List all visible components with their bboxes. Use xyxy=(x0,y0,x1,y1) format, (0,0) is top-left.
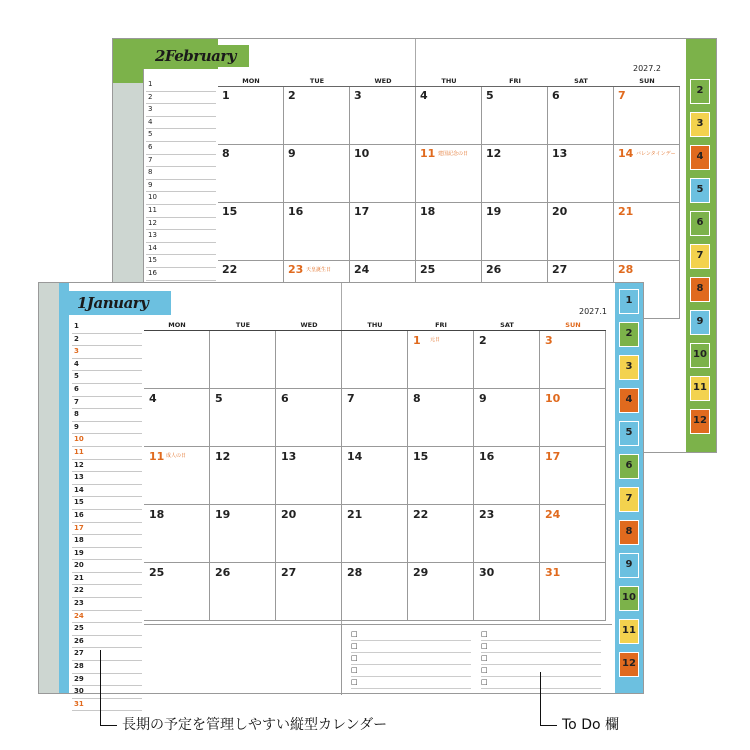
caption-pointer-line xyxy=(540,672,557,726)
weekday-header: THU xyxy=(416,77,482,87)
day-line: 6 xyxy=(72,384,142,397)
day-cell xyxy=(276,563,342,621)
day-number: 8 xyxy=(222,147,230,160)
day-cell xyxy=(482,203,548,261)
day-line: 6 xyxy=(146,142,216,155)
day-line: 14 xyxy=(72,485,142,498)
day-line: 1 xyxy=(72,321,142,334)
day-number: 17 xyxy=(354,205,370,218)
day-cell xyxy=(276,331,342,389)
day-number: 6 xyxy=(552,89,560,102)
month-tab[interactable]: 5 xyxy=(690,178,710,203)
day-number: 10 xyxy=(354,147,370,160)
weekday-header: FRI xyxy=(482,77,548,87)
month-tab[interactable]: 2 xyxy=(619,322,639,347)
month-tab[interactable]: 3 xyxy=(619,355,639,380)
day-line: 17 xyxy=(72,523,142,536)
day-cell xyxy=(144,447,210,505)
day-cell xyxy=(540,505,606,563)
day-number: 4 xyxy=(420,89,428,102)
day-number: 23 xyxy=(288,263,304,276)
day-number: 7 xyxy=(618,89,626,102)
day-cell xyxy=(482,145,548,203)
day-number: 14 xyxy=(618,147,634,160)
day-cell xyxy=(342,331,408,389)
day-number: 20 xyxy=(281,508,297,521)
day-number: 9 xyxy=(479,392,487,405)
weekday-header: SUN xyxy=(540,321,606,331)
day-number: 17 xyxy=(545,450,561,463)
day-cell xyxy=(540,563,606,621)
day-line: 16 xyxy=(146,268,216,281)
month-tab[interactable]: 11 xyxy=(619,619,639,644)
day-line: 16 xyxy=(72,510,142,523)
holiday-label: 天皇誕生日 xyxy=(306,267,332,273)
weekday-header: FRI xyxy=(408,321,474,331)
day-line: 9 xyxy=(72,422,142,435)
month-tab[interactable]: 11 xyxy=(690,376,710,401)
day-number: 5 xyxy=(486,89,494,102)
day-cell xyxy=(416,87,482,145)
day-number: 28 xyxy=(347,566,363,579)
day-number: 22 xyxy=(222,263,238,276)
day-line: 2 xyxy=(72,334,142,347)
month-tab[interactable]: 12 xyxy=(690,409,710,434)
todo-checkbox-line[interactable]: □ xyxy=(481,653,601,665)
day-cell xyxy=(474,447,540,505)
day-cell xyxy=(474,505,540,563)
color-band xyxy=(113,69,143,83)
day-line: 13 xyxy=(72,472,142,485)
month-tab[interactable]: 8 xyxy=(690,277,710,302)
day-cell xyxy=(416,203,482,261)
day-cell xyxy=(276,447,342,505)
day-cell xyxy=(342,563,408,621)
day-line: 28 xyxy=(72,661,142,674)
day-cell xyxy=(218,145,284,203)
month-tab[interactable]: 6 xyxy=(619,454,639,479)
day-cell xyxy=(218,203,284,261)
day-line: 7 xyxy=(72,397,142,410)
day-line: 31 xyxy=(72,699,142,712)
month-tab[interactable]: 2 xyxy=(690,79,710,104)
day-cell xyxy=(342,505,408,563)
holiday-label: 成人の日 xyxy=(166,453,187,459)
day-cell xyxy=(284,203,350,261)
color-band xyxy=(59,283,69,693)
day-number: 9 xyxy=(288,147,296,160)
day-line: 15 xyxy=(72,497,142,510)
day-cell xyxy=(276,505,342,563)
day-number: 29 xyxy=(413,566,429,579)
day-cell xyxy=(408,389,474,447)
day-cell xyxy=(408,331,474,389)
day-cell xyxy=(614,145,680,203)
month-tab[interactable]: 9 xyxy=(690,310,710,335)
day-line: 12 xyxy=(72,460,142,473)
day-number: 13 xyxy=(281,450,297,463)
holiday-label: 元日 xyxy=(430,337,441,343)
day-cell xyxy=(408,447,474,505)
day-line: 20 xyxy=(72,560,142,573)
holiday-label: 建国記念の日 xyxy=(438,151,469,157)
caption-vertical-calendar: 長期の予定を管理しやすい縦型カレンダー xyxy=(122,717,388,733)
month-tab[interactable]: 10 xyxy=(619,586,639,611)
day-number: 25 xyxy=(420,263,436,276)
month-tab[interactable]: 6 xyxy=(690,211,710,236)
day-number: 25 xyxy=(149,566,165,579)
weekday-header: THU xyxy=(342,321,408,331)
day-number: 1 xyxy=(222,89,230,102)
month-tab[interactable]: 9 xyxy=(619,553,639,578)
day-line: 24 xyxy=(72,611,142,624)
day-cell xyxy=(210,389,276,447)
day-number: 27 xyxy=(552,263,568,276)
day-number: 6 xyxy=(281,392,289,405)
day-cell xyxy=(614,203,680,261)
day-cell xyxy=(144,389,210,447)
month-tab[interactable]: 5 xyxy=(619,421,639,446)
day-line: 5 xyxy=(146,129,216,142)
day-number: 23 xyxy=(479,508,495,521)
day-line: 3 xyxy=(72,346,142,359)
day-cell xyxy=(218,87,284,145)
day-line: 4 xyxy=(146,117,216,130)
todo-checkbox-line[interactable]: □ xyxy=(351,641,471,653)
day-number: 24 xyxy=(545,508,561,521)
day-line: 23 xyxy=(72,598,142,611)
day-number: 24 xyxy=(354,263,370,276)
month-tab[interactable]: 3 xyxy=(690,112,710,137)
holiday-label: バレンタインデー xyxy=(636,151,676,157)
month-tab[interactable]: 4 xyxy=(619,388,639,413)
day-line: 27 xyxy=(72,648,142,661)
day-line: 4 xyxy=(72,359,142,372)
day-number: 11 xyxy=(149,450,165,463)
day-line: 2 xyxy=(146,92,216,105)
weekday-header: WED xyxy=(276,321,342,331)
day-number: 4 xyxy=(149,392,157,405)
day-number: 3 xyxy=(354,89,362,102)
todo-list xyxy=(351,629,471,689)
caption-pointer-line xyxy=(100,650,117,726)
day-number: 30 xyxy=(479,566,495,579)
day-cell xyxy=(350,87,416,145)
month-tab[interactable]: 10 xyxy=(690,343,710,368)
todo-checkbox-line[interactable]: □ xyxy=(481,677,601,689)
todo-checkbox-line[interactable]: □ xyxy=(351,653,471,665)
day-cell xyxy=(276,389,342,447)
day-number: 1 xyxy=(413,334,421,347)
day-cell xyxy=(548,145,614,203)
day-line: 13 xyxy=(146,230,216,243)
month-tab[interactable]: 12 xyxy=(619,652,639,677)
day-line: 15 xyxy=(146,255,216,268)
day-number: 19 xyxy=(215,508,231,521)
day-number: 7 xyxy=(347,392,355,405)
todo-checkbox-line[interactable]: □ xyxy=(481,629,601,641)
day-cell xyxy=(408,563,474,621)
month-title: 1January xyxy=(69,291,171,315)
day-line: 26 xyxy=(72,636,142,649)
day-number: 13 xyxy=(552,147,568,160)
weekday-header: MON xyxy=(218,77,284,87)
day-number: 26 xyxy=(486,263,502,276)
day-number: 16 xyxy=(288,205,304,218)
day-cell xyxy=(210,447,276,505)
day-cell xyxy=(350,203,416,261)
day-line: 8 xyxy=(146,167,216,180)
day-line: 21 xyxy=(72,573,142,586)
day-line: 25 xyxy=(72,623,142,636)
day-number: 2 xyxy=(479,334,487,347)
day-cell xyxy=(342,447,408,505)
day-line: 11 xyxy=(146,205,216,218)
month-tab[interactable]: 4 xyxy=(690,145,710,170)
day-number: 20 xyxy=(552,205,568,218)
day-number: 14 xyxy=(347,450,363,463)
day-line: 3 xyxy=(146,104,216,117)
todo-checkbox-line[interactable]: □ xyxy=(351,677,471,689)
day-cell xyxy=(548,203,614,261)
todo-checkbox-line[interactable]: □ xyxy=(481,665,601,677)
day-line: 29 xyxy=(72,674,142,687)
year-label: 2027.2 xyxy=(633,64,661,73)
day-cell xyxy=(474,331,540,389)
day-number: 15 xyxy=(222,205,238,218)
day-number: 31 xyxy=(545,566,561,579)
day-number: 3 xyxy=(545,334,553,347)
day-cell xyxy=(350,145,416,203)
day-number: 27 xyxy=(281,566,297,579)
day-line: 1 xyxy=(146,79,216,92)
day-number: 15 xyxy=(413,450,429,463)
day-cell xyxy=(210,505,276,563)
weekday-header: TUE xyxy=(284,77,350,87)
weekday-header: SAT xyxy=(548,77,614,87)
day-cell xyxy=(284,87,350,145)
spine-band xyxy=(39,283,60,693)
day-line: 5 xyxy=(72,371,142,384)
day-cell xyxy=(408,505,474,563)
caption-todo: To Do 欄 xyxy=(562,717,619,733)
day-number: 11 xyxy=(420,147,436,160)
day-cell xyxy=(474,389,540,447)
month-title: 2February xyxy=(151,45,249,67)
day-line: 14 xyxy=(146,243,216,256)
todo-checkbox-line[interactable]: □ xyxy=(351,629,471,641)
memo-area xyxy=(144,625,342,695)
weekday-header: MON xyxy=(144,321,210,331)
day-line: 12 xyxy=(146,218,216,231)
day-number: 12 xyxy=(215,450,231,463)
day-number: 8 xyxy=(413,392,421,405)
day-cell xyxy=(144,563,210,621)
day-number: 26 xyxy=(215,566,231,579)
day-cell xyxy=(342,389,408,447)
day-line: 10 xyxy=(72,434,142,447)
todo-checkbox-line[interactable]: □ xyxy=(481,641,601,653)
day-number: 18 xyxy=(420,205,436,218)
day-cell xyxy=(540,447,606,505)
day-cell xyxy=(210,563,276,621)
day-number: 19 xyxy=(486,205,502,218)
month-index-tabs xyxy=(686,39,716,452)
day-cell xyxy=(482,87,548,145)
day-line: 8 xyxy=(72,409,142,422)
day-number: 5 xyxy=(215,392,223,405)
month-tab[interactable]: 7 xyxy=(690,244,710,269)
day-number: 18 xyxy=(149,508,165,521)
day-number: 22 xyxy=(413,508,429,521)
weekday-header: WED xyxy=(350,77,416,87)
year-label: 2027.1 xyxy=(579,307,607,316)
day-line: 7 xyxy=(146,155,216,168)
day-number: 21 xyxy=(347,508,363,521)
day-cell xyxy=(144,505,210,563)
day-number: 10 xyxy=(545,392,561,405)
day-line: 22 xyxy=(72,585,142,598)
day-cell xyxy=(416,145,482,203)
day-line: 10 xyxy=(146,192,216,205)
day-cell xyxy=(548,87,614,145)
month-tab[interactable]: 7 xyxy=(619,487,639,512)
weekday-header: SAT xyxy=(474,321,540,331)
day-cell xyxy=(614,87,680,145)
day-cell xyxy=(284,145,350,203)
todo-checkbox-line[interactable]: □ xyxy=(351,665,471,677)
weekday-header: TUE xyxy=(210,321,276,331)
day-line: 11 xyxy=(72,447,142,460)
day-line: 9 xyxy=(146,180,216,193)
day-cell xyxy=(210,331,276,389)
day-line: 19 xyxy=(72,548,142,561)
day-number: 16 xyxy=(479,450,495,463)
month-tab[interactable]: 1 xyxy=(619,289,639,314)
day-number: 28 xyxy=(618,263,634,276)
month-index-tabs xyxy=(615,283,643,693)
weekday-header: SUN xyxy=(614,77,680,87)
day-cell xyxy=(540,331,606,389)
january-calendar-page xyxy=(38,282,644,708)
month-tab[interactable]: 8 xyxy=(619,520,639,545)
day-line: 30 xyxy=(72,686,142,699)
day-cell xyxy=(540,389,606,447)
day-number: 12 xyxy=(486,147,502,160)
vertical-day-list xyxy=(146,79,216,306)
day-number: 2 xyxy=(288,89,296,102)
day-line: 18 xyxy=(72,535,142,548)
day-number: 21 xyxy=(618,205,634,218)
day-cell xyxy=(474,563,540,621)
day-cell xyxy=(144,331,210,389)
